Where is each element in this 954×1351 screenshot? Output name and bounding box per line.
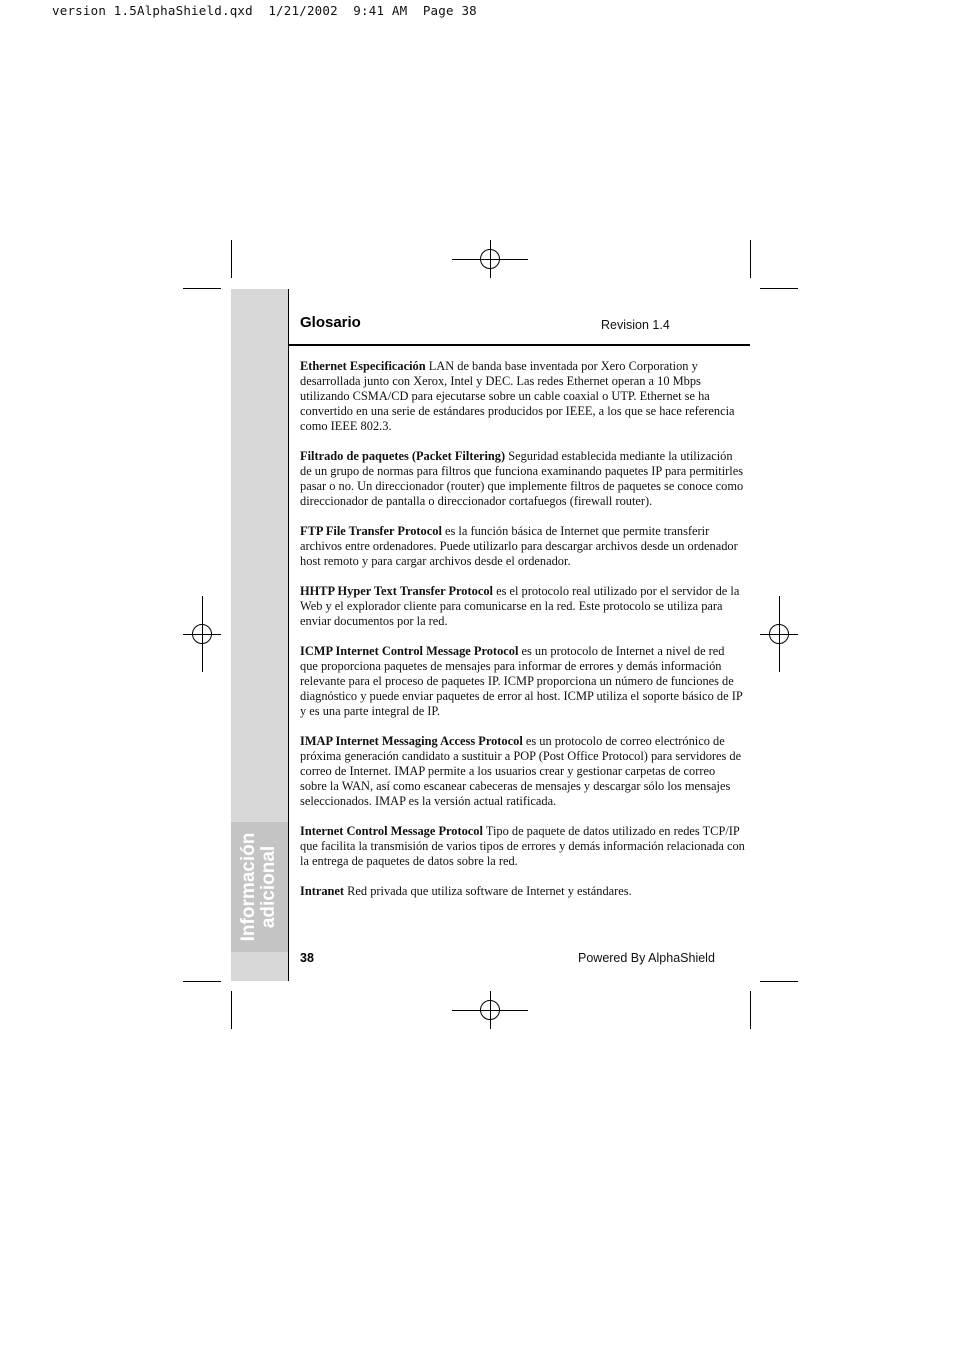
glossary-term: Filtrado de paquetes (Packet Filtering) (300, 449, 506, 463)
crop-mark (750, 991, 751, 1029)
crop-mark (231, 991, 232, 1029)
header-rule (289, 344, 750, 346)
page-number: 38 (300, 951, 314, 965)
crop-mark (183, 288, 221, 289)
glossary-term: IMAP Internet Messaging Access Protocol (300, 734, 523, 748)
glossary-term: HHTP Hyper Text Transfer Protocol (300, 584, 493, 598)
glossary-term: Intranet (300, 884, 345, 898)
footer-brand: Powered By AlphaShield (578, 951, 715, 965)
glossary-entry (300, 359, 745, 434)
crop-mark (231, 240, 232, 278)
glossary-entry (300, 524, 745, 569)
glossary-entry (300, 449, 745, 509)
registration-mark-right (760, 615, 798, 653)
glossary-definition: Seguridad establecida mediante la utilización de un grupo de normas para filtros que funciona examinando paquetes IP para permitirles pasar o no. Un direccionador (router) que implemente filtros de paquetes se conoce como direccionador de pantalla o direccionador cortafuegos (firewall router). (300, 449, 744, 508)
glossary-term: FTP File Transfer Protocol (300, 524, 442, 538)
glossary-term: Internet Control Message Protocol (300, 824, 483, 838)
glossary-term: Ethernet Especificación (300, 359, 426, 373)
glossary-list (300, 359, 745, 914)
registration-mark-bottom (471, 991, 509, 1029)
glossary-entry (300, 734, 745, 809)
crop-mark (183, 981, 221, 982)
glossary-definition: Red privada que utiliza software de Internet y estándares. (344, 884, 632, 898)
glossary-definition: LAN de banda base inventada por Xero Corporation y desarrollada junto con Xerox, Intel y DEC. Las redes Ethernet operan a 10 Mbps utilizando CSMA/CD para ejecutarse sobre un cable coaxial o UTP. Ethernet se ha convertido en una serie de estándares producidos por IEEE, a los que se hace referencia como IEEE 802.3. (300, 359, 735, 433)
glossary-entry (300, 824, 745, 869)
crop-mark (760, 981, 798, 982)
section-tab-label (239, 833, 279, 942)
page-title: Glosario (300, 314, 361, 331)
glossary-term: ICMP Internet Control Message Protocol (300, 644, 519, 658)
glossary-definition: es el protocolo real utilizado por el servidor de la Web y el explorador cliente para comunicarse en la red. Este protocolo se utiliza para enviar documentos por la red. (300, 584, 740, 628)
section-tab-line-1: Información (238, 832, 259, 942)
revision-label: Revision 1.4 (601, 318, 670, 332)
glossary-definition: Tipo de paquete de datos utilizado en redes TCP/IP que facilita la transmisión de varios tipos de errores y demás información relacionada con la entrega de paquetes de datos sobre la red. (300, 824, 745, 868)
glossary-entry (300, 584, 745, 629)
crop-mark (750, 240, 751, 278)
print-slug: version 1.5AlphaShield.qxd 1/21/2002 9:41 AM Page 38 (52, 3, 477, 18)
glossary-definition: es un protocolo de Internet a nivel de red que proporciona paquetes de mensajes para informar de errores y demás información relevante para el proceso de paquetes IP. ICMP proporciona un número de funciones de diagnóstico y puede enviar paquetes de error al host. ICMP utiliza el soporte básico de IP y es una parte integral de IP. (300, 644, 743, 718)
sidebar-divider (288, 289, 289, 981)
glossary-entry (300, 644, 745, 719)
registration-mark-left (183, 615, 221, 653)
registration-mark-top (471, 240, 509, 278)
glossary-definition: es un protocolo de correo electrónico de próxima generación candidato a sustituir a POP (Post Office Protocol) para servidores de correo de Internet. IMAP permite a los usuarios crear y gestionar carpetas de correo sobre la WAN, así como escanear cabeceras de mensajes y descargar sólo los mensajes seleccionados. IMAP es la versión actual ratificada. (300, 734, 742, 808)
crop-mark (760, 288, 798, 289)
section-tab-line-2: adicional (258, 845, 279, 929)
glossary-entry (300, 884, 745, 899)
glossary-definition: es la función básica de Internet que permite transferir archivos entre ordenadores. Puede utilizarlo para descargar archivos desde un ordenador host remoto y para cargar archivos desde el ordenador. (300, 524, 738, 568)
